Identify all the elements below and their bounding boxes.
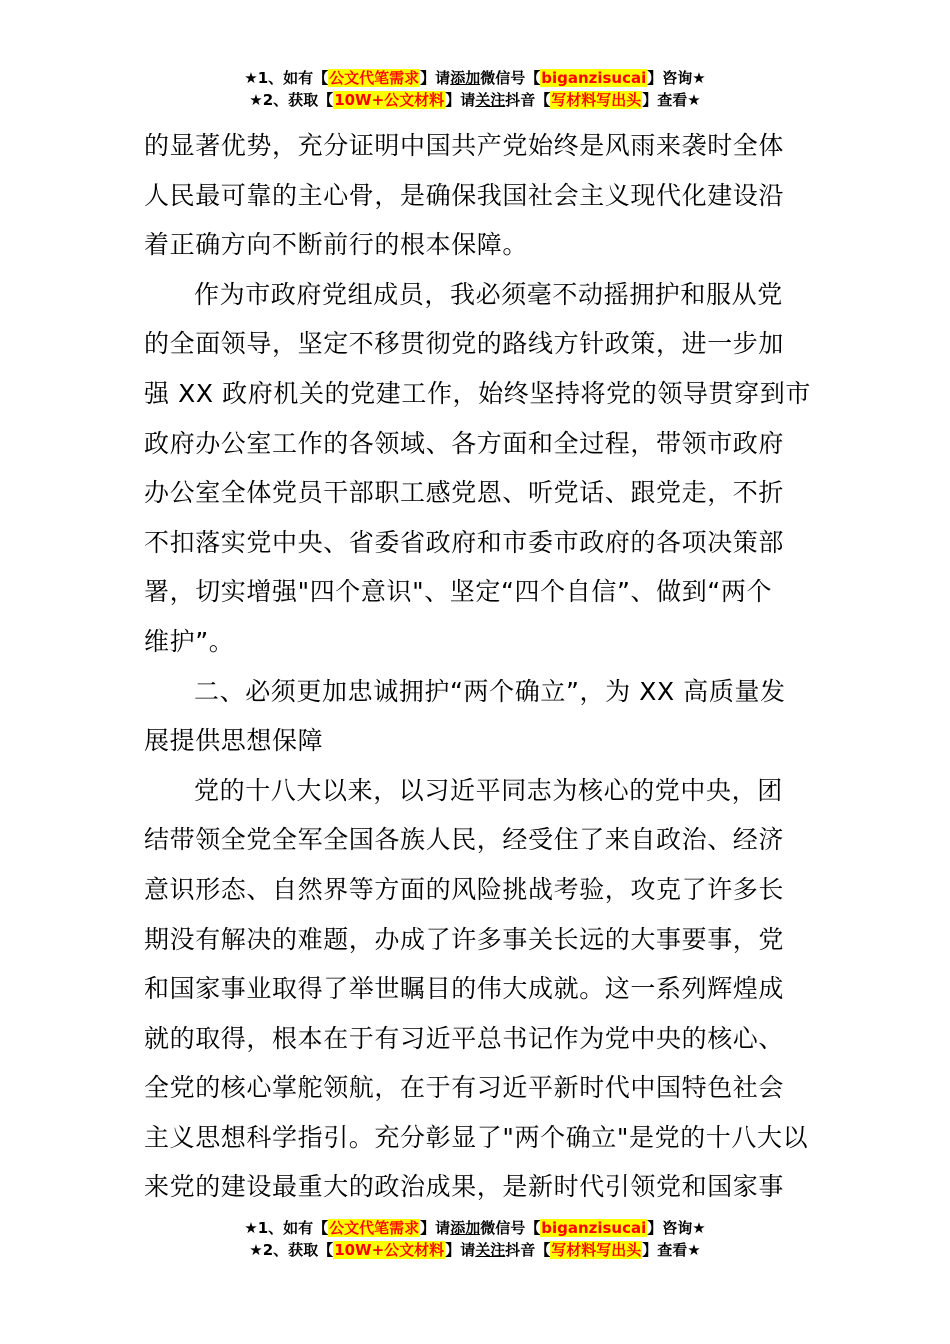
text-line: 意识形态、自然界等方面的风险挑战考验，攻克了许多长 — [144, 874, 785, 904]
banner-line-2-underlined: 关注 — [475, 91, 506, 109]
text-line: 强 XX 政府机关的党建工作，始终坚持将党的领导贯穿到市 — [144, 378, 811, 408]
text-line: 作为市政府党组成员，我必须毫不动摇拥护和服从党 — [194, 279, 783, 309]
banner-line-2-highlight-materials: 10W+公文材料 — [334, 91, 445, 109]
banner-line-2 — [0, 1239, 950, 1261]
header-banner — [0, 67, 950, 111]
text-line: 维护”。 — [144, 626, 235, 656]
text-line: 和国家事业取得了举世瞩目的伟大成就。这一系列辉煌成 — [144, 974, 785, 1004]
paragraph-1 — [144, 121, 808, 270]
text-line: 来党的建设最重大的政治成果，是新时代引领党和国家事 — [144, 1172, 785, 1202]
banner-line-2-prefix: ★2、获取【 — [249, 1241, 334, 1259]
text-line: 人民最可靠的主心骨，是确保我国社会主义现代化建设沿 — [144, 180, 785, 210]
paragraph-4 — [144, 766, 808, 1212]
banner-line-2-suffix: 】查看★ — [642, 1241, 701, 1259]
text-line: 结带领全党全军全国各族人民，经受住了来自政治、经济 — [144, 825, 785, 855]
text-line: 署，切实增强"四个意识"、坚定“四个自信”、做到“两个 — [144, 577, 773, 607]
banner-line-1 — [0, 67, 950, 89]
text-line: 主义思想科学指引。充分彰显了"两个确立"是党的十八大以 — [144, 1122, 809, 1152]
banner-line-2 — [0, 89, 950, 111]
banner-line-2-mid2: 抖音【 — [505, 1241, 551, 1259]
banner-line-1-prefix: ★1、如有【 — [244, 69, 329, 87]
text-line: 全党的核心掌舵领航，在于有习近平新时代中国特色社会 — [144, 1073, 785, 1103]
banner-line-1-underlined: 添加 — [450, 1219, 481, 1237]
banner-line-2-mid1: 】请 — [445, 91, 476, 109]
banner-line-1-mid2: 微信号【 — [480, 1219, 541, 1237]
banner-line-2-mid1: 】请 — [445, 1241, 476, 1259]
text-line: 着正确方向不断前行的根本保障。 — [144, 230, 529, 260]
section-heading — [144, 667, 808, 766]
banner-line-2-mid2: 抖音【 — [505, 91, 551, 109]
banner-line-2-highlight-douyin: 写材料写出头 — [551, 91, 642, 109]
banner-line-1-mid1: 】请 — [420, 1219, 451, 1237]
banner-line-2-prefix: ★2、获取【 — [249, 91, 334, 109]
text-line: 党的十八大以来，以习近平同志为核心的党中央，团 — [194, 775, 783, 805]
banner-line-1-highlight-service: 公文代笔需求 — [329, 69, 420, 87]
banner-line-2-highlight-douyin: 写材料写出头 — [551, 1241, 642, 1259]
text-line: 不扣落实党中央、省委省政府和市委市政府的各项决策部 — [144, 527, 785, 557]
banner-line-2-suffix: 】查看★ — [642, 91, 701, 109]
banner-line-1-underlined: 添加 — [450, 69, 481, 87]
document-body — [144, 121, 811, 1212]
text-line: 就的取得，根本在于有习近平总书记作为党中央的核心、 — [144, 1023, 785, 1053]
footer-banner — [0, 1217, 950, 1261]
banner-line-2-highlight-materials: 10W+公文材料 — [334, 1241, 445, 1259]
heading-line: 二、必须更加忠诚拥护“两个确立”，为 XX 高质量发 — [194, 676, 786, 706]
banner-line-1-prefix: ★1、如有【 — [244, 1219, 329, 1237]
text-line: 政府办公室工作的各领域、各方面和全过程，带领市政府 — [144, 428, 785, 458]
text-line: 的显著优势，充分证明中国共产党始终是风雨来袭时全体 — [144, 131, 785, 160]
paragraph-2 — [144, 270, 811, 667]
banner-line-2-underlined: 关注 — [475, 1241, 506, 1259]
text-line: 的全面领导，坚定不移贯彻党的路线方针政策，进一步加 — [144, 329, 785, 359]
banner-line-1 — [0, 1217, 950, 1239]
text-line: 办公室全体党员干部职工感党恩、听党话、跟党走，不折 — [144, 478, 785, 508]
banner-line-1-mid1: 】请 — [420, 69, 451, 87]
banner-line-1-highlight-service: 公文代笔需求 — [329, 1219, 420, 1237]
banner-line-1-highlight-wechat: biganzisucai — [541, 69, 647, 87]
text-line: 期没有解决的难题，办成了许多事关长远的大事要事，党 — [144, 924, 785, 954]
banner-line-1-suffix: 】咨询★ — [647, 69, 706, 87]
banner-line-1-mid2: 微信号【 — [480, 69, 541, 87]
banner-line-1-highlight-wechat: biganzisucai — [541, 1219, 647, 1237]
banner-line-1-suffix: 】咨询★ — [647, 1219, 706, 1237]
heading-line: 展提供思想保障 — [144, 726, 324, 756]
